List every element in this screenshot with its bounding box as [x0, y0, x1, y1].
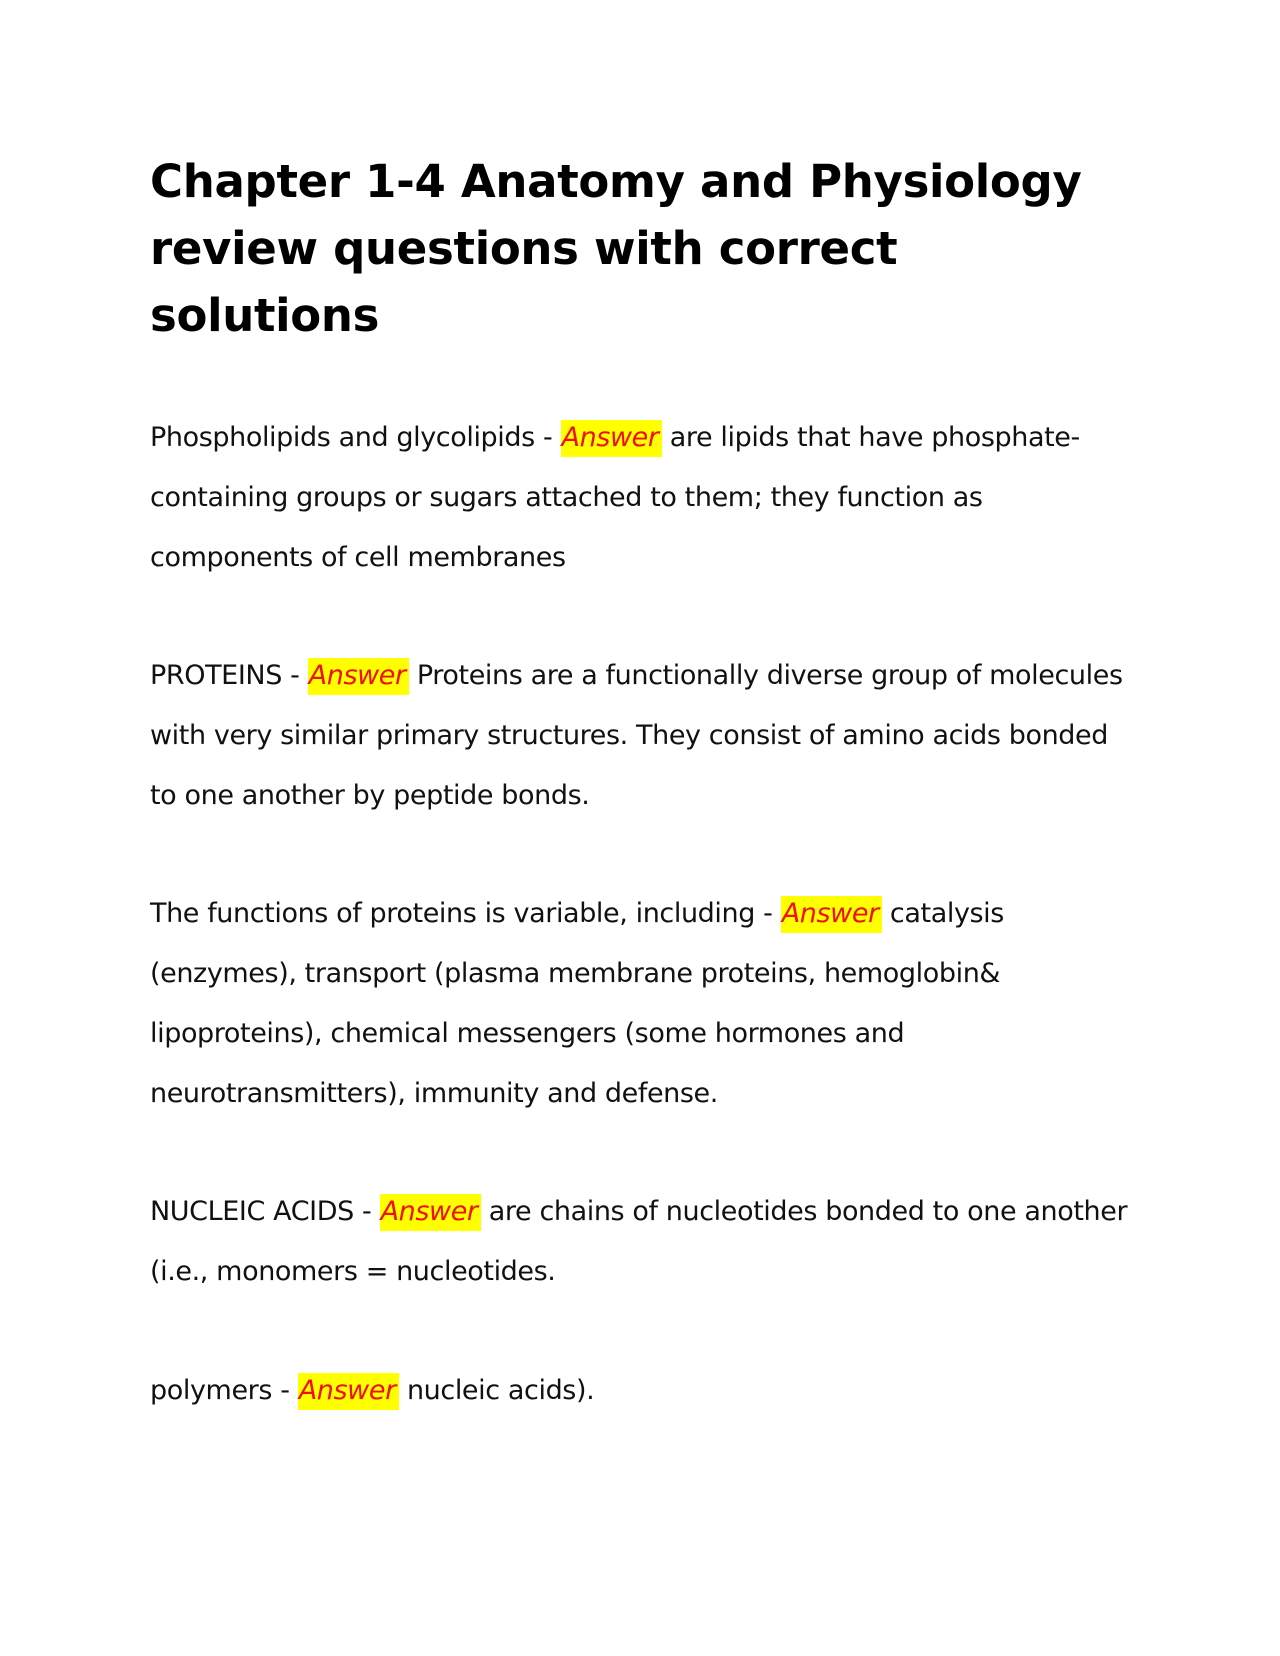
qa-entry	[150, 1361, 1130, 1421]
entry-term: Phospholipids and glycolipids -	[150, 422, 561, 453]
qa-entry	[150, 408, 1130, 588]
entry-term: NUCLEIC ACIDS -	[150, 1196, 380, 1227]
answer-highlight: Answer	[561, 420, 662, 457]
entry-term: polymers -	[150, 1375, 298, 1406]
entry-definition: are chains of nucleotides bonded to one another (i.e., monomers = nucleotides.	[150, 1196, 1128, 1287]
document-page	[150, 148, 1130, 1406]
entry-term: PROTEINS -	[150, 660, 308, 691]
answer-highlight: Answer	[781, 896, 882, 933]
entry-definition: Proteins are a functionally diverse group of molecules with very similar primary structures. They consist of amino acids bonded to one another by peptide bonds.	[150, 660, 1123, 811]
document-title: Chapter 1-4 Anatomy and Physiology review questions with correct solutions	[150, 155, 1082, 342]
qa-entry	[150, 1182, 1130, 1302]
entry-term: The functions of proteins is variable, including -	[150, 898, 781, 929]
answer-highlight: Answer	[380, 1194, 481, 1231]
answer-highlight: Answer	[308, 658, 409, 695]
answer-highlight: Answer	[298, 1373, 399, 1410]
entry-definition: nucleic acids).	[398, 1375, 595, 1406]
qa-entry	[150, 884, 1130, 1124]
entry-definition: are lipids that have phosphate-containing groups or sugars attached to them; they function as components of cell membranes	[150, 422, 1080, 573]
entry-definition: catalysis (enzymes), transport (plasma membrane proteins, hemoglobin& lipoproteins), chemical messengers (some hormones and neurotransmitters), immunity and defense.	[150, 898, 1004, 1109]
qa-entry	[150, 646, 1130, 826]
